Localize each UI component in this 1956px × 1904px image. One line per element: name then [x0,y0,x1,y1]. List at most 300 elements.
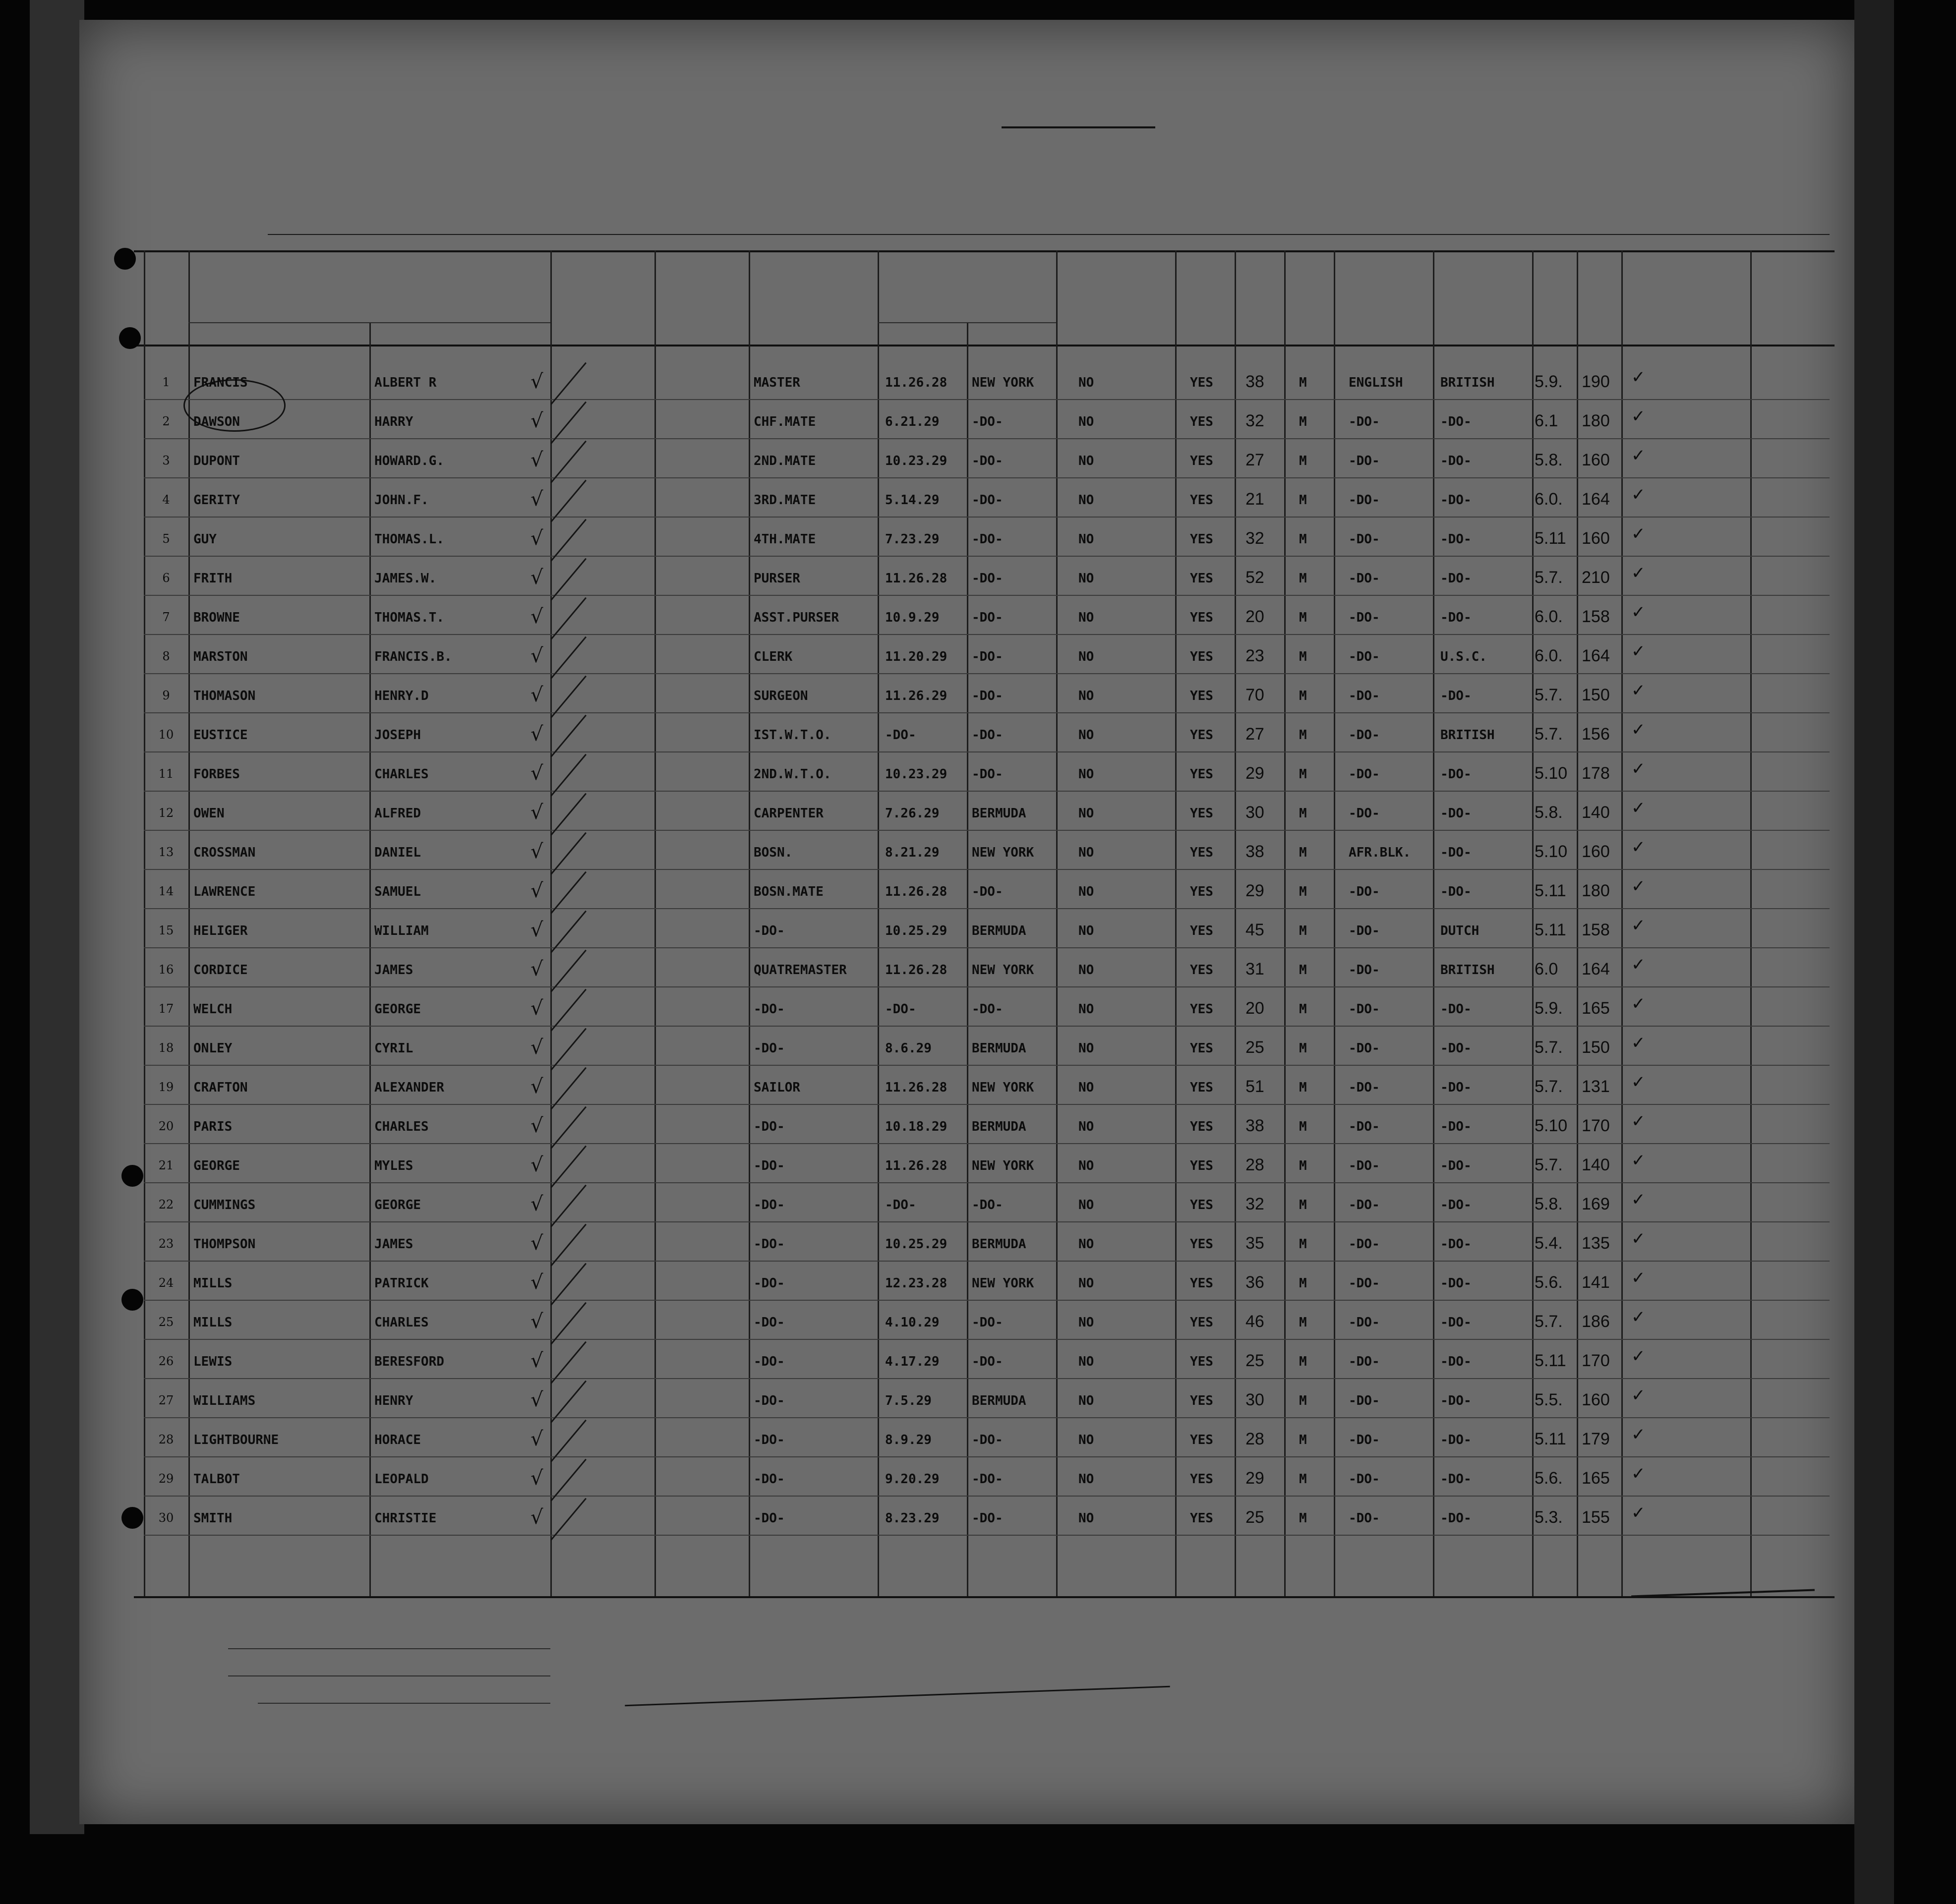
id-card-slash [550,558,587,601]
table-cell-age: 21 [1245,490,1264,509]
table-cell-paid: NO [1078,1472,1094,1487]
table-cell-weight: 135 [1582,1234,1610,1253]
table-cell-read: YES [1190,1080,1213,1095]
id-card-checkmark: √ [531,879,543,902]
table-cell-sex: M [1299,375,1307,390]
table-cell-weight: 160 [1582,451,1610,469]
table-cell-height: 5.4. [1535,1234,1563,1253]
table-cell-nationality: -DO- [1440,1158,1472,1173]
table-cell-paid: NO [1078,767,1094,782]
table-cell-weight: 170 [1582,1116,1610,1135]
table-cell-position: BOSN. [754,845,793,860]
table-cell-when: 8.9.29 [885,1433,932,1447]
table-cell-read: YES [1190,1041,1213,1056]
table-cell-nationality: -DO- [1440,845,1472,860]
table-cell-height: 5.11 [1535,881,1566,900]
table-cell-position: -DO- [754,1002,785,1017]
table-cell-given: HOWARD.G. [374,454,444,468]
table-cell-sex: M [1299,1002,1307,1017]
table-cell-where: -DO- [972,1315,1003,1330]
table-cell-race: -DO- [1349,1315,1380,1330]
table-cell-paid: NO [1078,1041,1094,1056]
table-cell-race: -DO- [1349,493,1380,508]
table-cell-read: YES [1190,1158,1213,1173]
column-rule [1621,250,1623,1596]
table-cell-when: 11.26.28 [885,375,948,390]
table-cell-given: CHARLES [374,1119,429,1134]
table-cell-sex: M [1299,1315,1307,1330]
table-cell-given: JAMES [374,1237,414,1252]
table-cell-family: HELIGER [193,923,248,938]
table-cell-given: ALEXANDER [374,1080,444,1095]
table-cell-no: 21 [158,1158,174,1172]
id-card-checkmark: √ [531,1232,543,1255]
table-cell-weight: 180 [1582,411,1610,430]
table-cell-age: 38 [1245,372,1264,391]
table-cell-weight: 150 [1582,1038,1610,1057]
table-cell-position: IST.W.T.O. [754,728,831,743]
table-cell-height: 5.6. [1535,1273,1563,1292]
table-cell-given: CHARLES [374,767,429,782]
table-cell-race: -DO- [1349,454,1380,468]
table-cell-paid: NO [1078,1002,1094,1017]
table-cell-weight: 141 [1582,1273,1610,1292]
table-cell-given: MYLES [374,1158,414,1173]
column-rule [1433,250,1434,1596]
table-cell-sex: M [1299,532,1307,547]
table-cell-height: 5.11 [1535,529,1566,548]
table-cell-weight: 186 [1582,1312,1610,1331]
table-cell-height: 5.11 [1535,1351,1566,1370]
table-cell-nationality: -DO- [1440,1002,1472,1017]
table-cell-no: 16 [158,963,174,977]
table-cell-weight: 178 [1582,764,1610,783]
physical-marks-checkmark: ✓ [1631,524,1646,544]
table-cell-weight: 160 [1582,1390,1610,1409]
physical-marks-checkmark: ✓ [1631,1268,1646,1288]
physical-marks-checkmark: ✓ [1631,446,1646,465]
table-cell-no: 13 [158,845,174,859]
table-cell-where: BERMUDA [972,1119,1026,1134]
table-cell-position: -DO- [754,1354,785,1369]
table-cell-position: -DO- [754,1041,785,1056]
table-cell-no: 24 [158,1276,174,1290]
physical-marks-checkmark: ✓ [1631,681,1646,700]
table-cell-where: -DO- [972,728,1003,743]
table-cell-family: EUSTICE [193,728,248,743]
table-cell-read: YES [1190,1276,1213,1291]
table-cell-age: 25 [1245,1508,1264,1527]
table-cell-sex: M [1299,610,1307,625]
id-card-slash [550,1498,587,1541]
table-cell-given: HORACE [374,1433,421,1447]
table-cell-age: 45 [1245,921,1264,939]
table-cell-when: 10.9.29 [885,610,940,625]
row-rule [144,712,1830,713]
table-cell-sex: M [1299,1080,1307,1095]
table-cell-position: SURGEON [754,689,808,703]
table-cell-weight: 131 [1582,1077,1610,1096]
table-cell-position: -DO- [754,1198,785,1212]
table-cell-height: 5.11 [1535,921,1566,939]
table-cell-when: 11.26.28 [885,884,948,899]
physical-marks-checkmark: ✓ [1631,916,1646,935]
physical-marks-checkmark: ✓ [1631,1346,1646,1366]
table-cell-nationality: -DO- [1440,493,1472,508]
table-cell-read: YES [1190,767,1213,782]
table-cell-given: CHARLES [374,1315,429,1330]
table-cell-nationality: BRITISH [1440,375,1495,390]
id-card-slash [550,1028,587,1071]
table-cell-nationality: -DO- [1440,806,1472,821]
table-cell-height: 5.8. [1535,1195,1563,1213]
id-card-checkmark: √ [531,1036,543,1059]
table-cell-weight: 165 [1582,999,1610,1018]
table-cell-paid: NO [1078,571,1094,586]
table-cell-weight: 160 [1582,842,1610,861]
row-rule [144,595,1830,596]
table-cell-where: -DO- [972,649,1003,664]
table-cell-sex: M [1299,493,1307,508]
table-cell-no: 12 [158,806,174,820]
table-cell-height: 6.0. [1535,646,1563,665]
table-cell-paid: NO [1078,845,1094,860]
table-cell-no: 5 [162,532,170,546]
table-cell-when: 10.23.29 [885,454,948,468]
table-cell-paid: NO [1078,493,1094,508]
table-cell-no: 14 [158,884,174,898]
table-cell-weight: 158 [1582,921,1610,939]
row-rule [144,1417,1830,1418]
table-cell-no: 1 [162,375,170,389]
id-card-slash [550,1146,587,1188]
table-cell-where: -DO- [972,493,1003,508]
id-card-checkmark: √ [531,723,543,746]
table-cell-race: -DO- [1349,1237,1380,1252]
table-cell-weight: 140 [1582,803,1610,822]
id-card-slash [550,636,587,679]
id-card-checkmark: √ [531,684,543,706]
table-cell-when: 11.26.28 [885,963,948,978]
row-rule [144,1104,1830,1105]
table-cell-given: LEOPALD [374,1472,429,1487]
table-cell-race: -DO- [1349,1354,1380,1369]
id-card-slash [550,676,587,718]
table-cell-read: YES [1190,963,1213,978]
table-cell-family: SMITH [193,1511,233,1526]
table-cell-family: MILLS [193,1276,233,1291]
table-cell-family: WELCH [193,1002,233,1017]
id-card-slash [550,871,587,914]
table-cell-paid: NO [1078,1119,1094,1134]
id-card-slash [550,1263,587,1306]
table-cell-weight: 190 [1582,372,1610,391]
table-cell-position: MASTER [754,375,800,390]
table-cell-age: 38 [1245,842,1264,861]
table-cell-height: 6.0 [1535,960,1558,979]
table-cell-sex: M [1299,1119,1307,1134]
row-rule [144,751,1830,752]
table-cell-family: OWEN [193,806,225,821]
table-cell-race: -DO- [1349,414,1380,429]
id-card-checkmark: √ [531,1506,543,1529]
table-cell-nationality: -DO- [1440,414,1472,429]
punch-hole [121,1165,143,1187]
column-rule [654,250,656,1596]
id-card-checkmark: √ [531,644,543,667]
table-cell-nationality: U.S.C. [1440,649,1487,664]
table-cell-age: 29 [1245,881,1264,900]
table-cell-no: 17 [158,1002,174,1016]
table-cell-family: MARSTON [193,649,248,664]
table-cell-weight: 170 [1582,1351,1610,1370]
table-cell-no: 25 [158,1315,174,1329]
table-cell-read: YES [1190,1354,1213,1369]
table-cell-family: FORBES [193,767,240,782]
table-cell-weight: 169 [1582,1195,1610,1213]
table-cell-weight: 156 [1582,725,1610,744]
table-cell-where: -DO- [972,884,1003,899]
table-cell-age: 32 [1245,529,1264,548]
physical-marks-checkmark: ✓ [1631,994,1646,1014]
column-rule [550,250,552,1596]
id-card-checkmark: √ [531,1428,543,1450]
table-cell-sex: M [1299,1354,1307,1369]
table-bottom-rule [134,1596,1835,1598]
table-cell-no: 11 [158,767,174,781]
table-cell-position: CLERK [754,649,793,664]
table-cell-race: -DO- [1349,1472,1380,1487]
table-cell-race: -DO- [1349,1158,1380,1173]
table-cell-family: CUMMINGS [193,1198,256,1212]
row-rule [144,908,1830,909]
table-cell-where: -DO- [972,414,1003,429]
physical-marks-checkmark: ✓ [1631,837,1646,857]
table-cell-family: CRAFTON [193,1080,248,1095]
table-cell-race: -DO- [1349,1276,1380,1291]
local-agents-rule [258,1703,550,1704]
table-cell-read: YES [1190,1511,1213,1526]
table-cell-sex: M [1299,649,1307,664]
table-cell-paid: NO [1078,1276,1094,1291]
table-cell-race: -DO- [1349,767,1380,782]
table-cell-race: -DO- [1349,1198,1380,1212]
table-cell-nationality: -DO- [1440,689,1472,703]
table-cell-given: GEORGE [374,1002,421,1017]
table-cell-when: 7.5.29 [885,1393,932,1408]
physical-marks-checkmark: ✓ [1631,1033,1646,1053]
table-cell-weight: 140 [1582,1155,1610,1174]
table-cell-height: 5.7. [1535,1038,1563,1057]
row-rule [144,517,1830,518]
film-edge-left [30,0,84,1834]
table-cell-nationality: -DO- [1440,1237,1472,1252]
table-cell-nationality: BRITISH [1440,728,1495,743]
id-card-slash [550,715,587,757]
table-cell-when: 10.18.29 [885,1119,948,1134]
table-cell-nationality: -DO- [1440,1511,1472,1526]
table-cell-no: 18 [158,1041,174,1055]
table-cell-age: 38 [1245,1116,1264,1135]
id-card-checkmark: √ [531,1310,543,1333]
table-cell-age: 25 [1245,1351,1264,1370]
table-cell-height: 5.10 [1535,1116,1568,1135]
table-cell-nationality: -DO- [1440,1119,1472,1134]
row-rule [144,986,1830,987]
table-cell-no: 15 [158,923,174,937]
id-card-slash [550,1420,587,1462]
table-cell-paid: NO [1078,806,1094,821]
table-cell-read: YES [1190,1237,1213,1252]
physical-marks-checkmark: ✓ [1631,876,1646,896]
table-cell-nationality: -DO- [1440,1315,1472,1330]
table-cell-read: YES [1190,884,1213,899]
table-cell-sex: M [1299,1198,1307,1212]
table-cell-given: JAMES.W. [374,571,437,586]
table-cell-nationality: BRITISH [1440,963,1495,978]
table-cell-age: 20 [1245,999,1264,1018]
physical-marks-checkmark: ✓ [1631,1464,1646,1484]
table-cell-when: 8.21.29 [885,845,940,860]
table-cell-no: 9 [162,689,170,702]
table-cell-given: JAMES [374,963,414,978]
table-cell-weight: 150 [1582,686,1610,704]
table-cell-family: MILLS [193,1315,233,1330]
table-cell-position: 4TH.MATE [754,532,816,547]
physical-marks-checkmark: ✓ [1631,1151,1646,1170]
id-card-checkmark: √ [531,1114,543,1137]
table-cell-height: 5.10 [1535,842,1568,861]
table-cell-age: 23 [1245,646,1264,665]
table-cell-nationality: -DO- [1440,1354,1472,1369]
table-cell-height: 5.7. [1535,1077,1563,1096]
id-card-checkmark: √ [531,762,543,785]
table-cell-height: 5.8. [1535,451,1563,469]
table-cell-when: 11.26.28 [885,571,948,586]
line-rule [228,1648,550,1649]
table-cell-when: 11.26.28 [885,1158,948,1173]
manifest-page [79,20,1854,1824]
table-cell-paid: NO [1078,1198,1094,1212]
table-cell-when: 4.10.29 [885,1315,940,1330]
row-rule [144,1221,1830,1222]
column-rule [369,322,371,1596]
table-cell-when: 11.20.29 [885,649,948,664]
physical-marks-checkmark: ✓ [1631,1307,1646,1327]
table-cell-weight: 164 [1582,960,1610,979]
table-cell-family: GERITY [193,493,240,508]
id-card-checkmark: √ [531,409,543,432]
table-cell-given: FRANCIS.B. [374,649,452,664]
table-cell-paid: NO [1078,414,1094,429]
id-card-slash [550,441,587,483]
physical-marks-checkmark: ✓ [1631,1111,1646,1131]
table-cell-when: 7.23.29 [885,532,940,547]
table-cell-when: 10.25.29 [885,1237,948,1252]
table-cell-when: -DO- [885,1002,916,1017]
table-cell-race: -DO- [1349,649,1380,664]
row-rule [144,438,1830,439]
table-cell-paid: NO [1078,1511,1094,1526]
table-cell-family: CROSSMAN [193,845,256,860]
table-cell-where: -DO- [972,454,1003,468]
table-cell-read: YES [1190,532,1213,547]
table-cell-sex: M [1299,845,1307,860]
table-cell-position: -DO- [754,1158,785,1173]
table-cell-no: 30 [158,1511,174,1525]
table-cell-no: 8 [162,649,170,663]
table-cell-age: 31 [1245,960,1264,979]
table-cell-height: 5.8. [1535,803,1563,822]
column-rule [1750,250,1752,1596]
table-cell-height: 5.5. [1535,1390,1563,1409]
header-bottom-rule [134,345,1835,346]
table-cell-age: 30 [1245,1390,1264,1409]
row-rule [144,1535,1830,1536]
row-rule [144,1143,1830,1144]
table-cell-weight: 160 [1582,529,1610,548]
row-rule [144,791,1830,792]
table-cell-race: -DO- [1349,884,1380,899]
table-cell-no: 7 [162,610,170,624]
table-cell-weight: 164 [1582,646,1610,665]
id-card-checkmark: √ [531,488,543,511]
table-cell-race: -DO- [1349,806,1380,821]
table-cell-no: 6 [162,571,170,585]
title-underline [1002,126,1155,128]
table-cell-paid: NO [1078,963,1094,978]
table-cell-no: 29 [158,1472,174,1486]
table-cell-weight: 210 [1582,568,1610,587]
table-cell-sex: M [1299,1433,1307,1447]
table-cell-race: -DO- [1349,689,1380,703]
id-card-checkmark: √ [531,958,543,981]
table-top-rule [134,250,1835,252]
table-cell-age: 20 [1245,607,1264,626]
table-cell-when: 5.14.29 [885,493,940,508]
film-edge-right [1854,0,1894,1904]
table-cell-when: 9.20.29 [885,1472,940,1487]
table-cell-position: QUATREMASTER [754,963,847,978]
table-cell-paid: NO [1078,1393,1094,1408]
physical-marks-checkmark: ✓ [1631,641,1646,661]
table-cell-sex: M [1299,1276,1307,1291]
id-card-slash [550,793,587,836]
table-cell-age: 32 [1245,1195,1264,1213]
table-cell-family: TALBOT [193,1472,240,1487]
table-cell-where: BERMUDA [972,923,1026,938]
id-card-slash [550,911,587,953]
table-cell-sex: M [1299,414,1307,429]
table-cell-read: YES [1190,1198,1213,1212]
column-rule [967,322,968,1596]
table-cell-height: 5.3. [1535,1508,1563,1527]
row-rule [144,830,1830,831]
table-cell-paid: NO [1078,649,1094,664]
id-card-checkmark: √ [531,1154,543,1176]
table-cell-position: -DO- [754,1276,785,1291]
id-card-slash [550,1106,587,1149]
physical-marks-checkmark: ✓ [1631,563,1646,583]
signature-rule [625,1686,1170,1706]
table-cell-weight: 158 [1582,607,1610,626]
table-cell-no: 19 [158,1080,174,1094]
table-cell-read: YES [1190,1433,1213,1447]
column-rule [1235,250,1236,1596]
table-cell-when: 6.21.29 [885,414,940,429]
table-cell-family: DUPONT [193,454,240,468]
id-card-slash [550,950,587,992]
